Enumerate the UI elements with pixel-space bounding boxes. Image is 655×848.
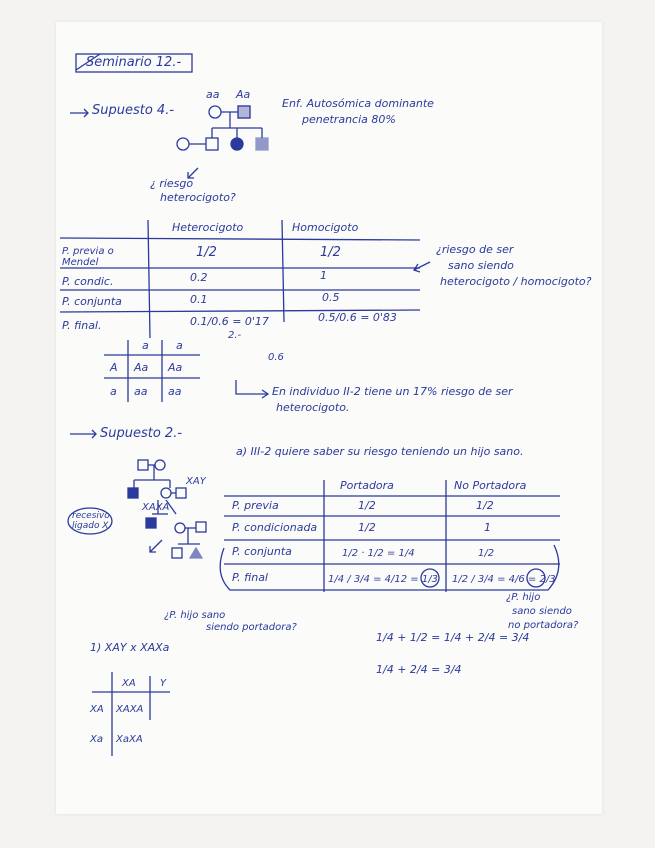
table1-row-label: P. conjunta: [62, 295, 122, 308]
risk-question-line1: ¿ riesgo: [150, 177, 194, 190]
side-question-line3: heterocigoto / homocigoto?: [440, 275, 592, 288]
table2-header-port: Portadora: [340, 479, 394, 492]
pedigree2-label-xaxa: XAXA: [142, 502, 170, 513]
table2-cell: 1/2 · 1/2 = 1/4: [342, 548, 415, 559]
table1-row-label: P. final.: [62, 319, 102, 332]
table2-cell: 1/2: [478, 548, 495, 559]
cross-cell: XAXA: [116, 704, 144, 715]
genotype-Aa: Aa: [236, 88, 251, 101]
supuesto2-label: Supuesto 2.-: [100, 426, 183, 441]
table2-cell: 1/4 / 3/4 = 4/12 = 1/3: [328, 574, 438, 585]
pedigree2-label-xay: XAY: [186, 476, 206, 487]
cross-col: XA: [122, 678, 136, 689]
table1-cell: 0.1/0.6 = 0'17: [190, 315, 269, 328]
table1-row-label: P. condic.: [62, 275, 114, 288]
table1-header-hom: Homocigoto: [292, 221, 359, 234]
sum-line1: 1/4 + 1/2 = 1/4 + 2/4 = 3/4: [376, 631, 530, 644]
table2-cell: 1/2: [476, 499, 494, 512]
table2-row-label: P. conjunta: [232, 545, 292, 558]
punnett1-cell: aa: [134, 385, 148, 398]
punnett1-cell: Aa: [168, 361, 183, 374]
note-right-line1: ¿P. hijo: [506, 592, 541, 603]
side-question-line2: sano siendo: [448, 259, 514, 272]
note-right-line3: no portadora?: [508, 620, 579, 631]
page-heading: Seminario 12.-: [86, 55, 182, 70]
conclusion-line1: En individuo II-2 tiene un 17% riesgo de ser: [272, 385, 513, 398]
note-left-line1: ¿P. hijo sano: [164, 610, 226, 621]
cross-col: Y: [160, 678, 167, 689]
punnett1-row-head: a: [110, 385, 117, 398]
cross-row-head: Xa: [90, 734, 103, 745]
table2-row-label: P. previa: [232, 499, 279, 512]
sum-line2: 1/4 + 2/4 = 3/4: [376, 663, 462, 676]
table2-header-noport: No Portadora: [454, 479, 527, 492]
cross-row-head: XA: [90, 704, 104, 715]
table1-cell: 1/2: [196, 245, 217, 260]
side-question-line1: ¿riesgo de ser: [436, 243, 514, 256]
note-left-line2: siendo portadora?: [206, 622, 297, 633]
cross-label: 1) XAY x XAXa: [90, 641, 170, 654]
punnett1-col: a: [176, 339, 183, 352]
recessive-note: recesivo ligado X: [72, 511, 110, 531]
conclusion-line2: heterocigoto.: [276, 401, 350, 414]
table1-row-label: P. previa o Mendel: [62, 246, 114, 268]
supuesto1-label: Supuesto 4.-: [92, 103, 175, 118]
table1-sum: 0.6: [268, 352, 284, 363]
punnett1-row-head: A: [110, 361, 118, 374]
table2-row-label: P. condicionada: [232, 521, 318, 534]
disease-note-line1: Enf. Autosómica dominante: [282, 97, 434, 110]
note-right-line2: sano siendo: [512, 606, 572, 617]
punnett1-cell: Aa: [134, 361, 149, 374]
table2-cell: 1/2: [358, 499, 376, 512]
pedigree1-female: [209, 106, 221, 118]
supuesto2-question: a) III-2 quiere saber su riesgo teniendo un hijo sano.: [236, 445, 524, 458]
table1-cell: 0.2: [190, 271, 208, 284]
table1-cell: 0.5: [322, 291, 340, 304]
punnett1-cell: aa: [168, 385, 182, 398]
table1-cell: 1/2: [320, 245, 341, 260]
table1-cell: 1: [320, 269, 327, 282]
table2-cell: 1/2 / 3/4 = 4/6 = 2/3: [452, 574, 556, 585]
table1-header-het: Heterocigoto: [172, 221, 244, 234]
table1-cell: 0.1: [190, 293, 208, 306]
risk-question-line2: heterocigoto?: [160, 191, 236, 204]
punnett1-col: a: [142, 339, 149, 352]
table1-extra: 2.-: [228, 330, 242, 341]
table2-row-label: P. final: [232, 571, 268, 584]
table1-cell: 0.5/0.6 = 0'83: [318, 311, 397, 324]
cross-cell: XaXA: [116, 734, 143, 745]
table2-cell: 1/2: [358, 521, 376, 534]
disease-note-line2: penetrancia 80%: [302, 113, 396, 126]
genotype-aa: aa: [206, 88, 220, 101]
table2-cell: 1: [484, 521, 491, 534]
